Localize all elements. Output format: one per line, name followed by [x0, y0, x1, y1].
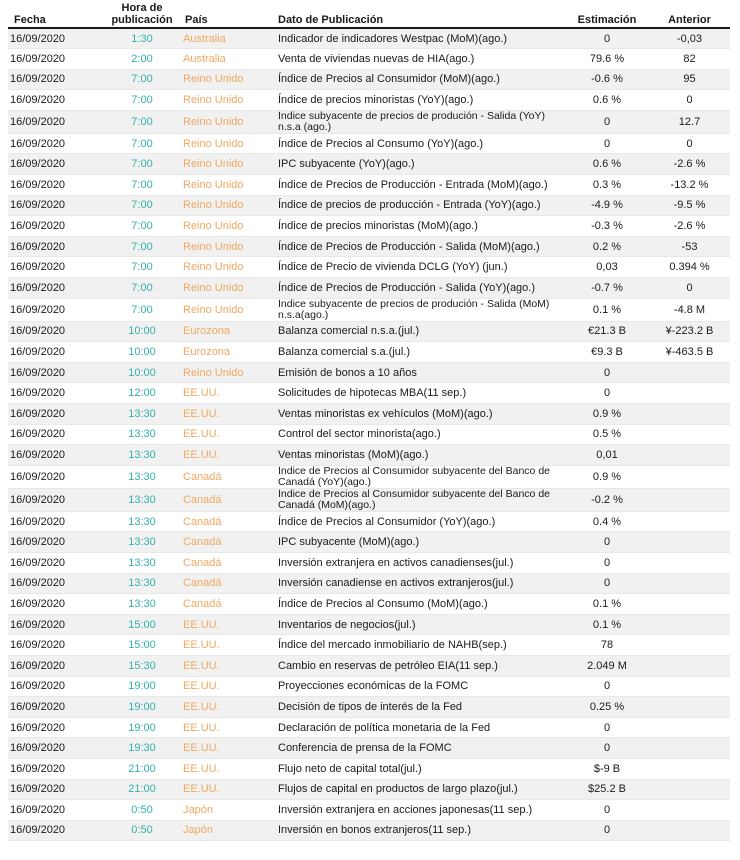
- row-description: Índice de Precios al Consumidor subyacente del Banco de Canadá (MoM)(ago.): [270, 488, 565, 511]
- row-country: Reino Unido: [181, 175, 270, 196]
- row-time: 10:00: [103, 362, 181, 383]
- header-previous: Anterior: [649, 2, 730, 28]
- row-country: Reino Unido: [181, 298, 270, 321]
- row-estimate: 0: [565, 110, 649, 133]
- row-date: 16/09/2020: [8, 298, 103, 321]
- table-row: [8, 445, 730, 466]
- economic-calendar-table: [8, 2, 730, 841]
- row-date: 16/09/2020: [8, 278, 103, 299]
- row-previous: [649, 614, 730, 635]
- row-country: Reino Unido: [181, 69, 270, 90]
- table-row: [8, 383, 730, 404]
- row-country: Canadá: [181, 465, 270, 488]
- row-country: EE.UU.: [181, 383, 270, 404]
- row-estimate: $-9 B: [565, 758, 649, 779]
- table-row: [8, 465, 730, 488]
- row-previous: [649, 594, 730, 615]
- row-date: 16/09/2020: [8, 532, 103, 553]
- row-time: 1:30: [103, 28, 181, 49]
- table-row: [8, 820, 730, 841]
- row-country: Reino Unido: [181, 278, 270, 299]
- row-description: Índice de precios minoristas (YoY)(ago.): [270, 90, 565, 111]
- row-date: 16/09/2020: [8, 216, 103, 237]
- row-previous: [649, 424, 730, 445]
- row-estimate: 0: [565, 383, 649, 404]
- row-country: Japón: [181, 800, 270, 821]
- row-date: 16/09/2020: [8, 488, 103, 511]
- row-previous: -0,03: [649, 28, 730, 49]
- table-row: [8, 635, 730, 656]
- row-estimate: 0.9 %: [565, 465, 649, 488]
- row-country: EE.UU.: [181, 404, 270, 425]
- row-previous: 0: [649, 278, 730, 299]
- row-estimate: -0.3 %: [565, 216, 649, 237]
- row-time: 10:00: [103, 321, 181, 342]
- row-previous: [649, 383, 730, 404]
- row-country: Reino Unido: [181, 362, 270, 383]
- row-country: Canadá: [181, 552, 270, 573]
- row-estimate: 0.5 %: [565, 424, 649, 445]
- row-country: Reino Unido: [181, 257, 270, 278]
- row-country: EE.UU.: [181, 655, 270, 676]
- table-row: [8, 573, 730, 594]
- row-time: 19:00: [103, 697, 181, 718]
- row-previous: ¥-223.2 B: [649, 321, 730, 342]
- row-estimate: 0: [565, 552, 649, 573]
- row-previous: [649, 635, 730, 656]
- table-row: [8, 133, 730, 154]
- row-date: 16/09/2020: [8, 758, 103, 779]
- row-time: 13:30: [103, 488, 181, 511]
- row-time: 21:00: [103, 758, 181, 779]
- row-time: 19:00: [103, 676, 181, 697]
- row-time: 7:00: [103, 257, 181, 278]
- row-date: 16/09/2020: [8, 321, 103, 342]
- row-previous: 12.7: [649, 110, 730, 133]
- row-date: 16/09/2020: [8, 820, 103, 841]
- row-time: 13:30: [103, 424, 181, 445]
- table-row: [8, 195, 730, 216]
- row-time: 7:00: [103, 154, 181, 175]
- row-description: Índice de Precios al Consumidor subyacente del Banco de Canadá (YoY)(ago.): [270, 465, 565, 488]
- row-description: Índice de Precio de vivienda DCLG (YoY) (jun.): [270, 257, 565, 278]
- row-estimate: $25.2 B: [565, 779, 649, 800]
- row-description: Flujo neto de capital total(jul.): [270, 758, 565, 779]
- row-time: 13:30: [103, 465, 181, 488]
- row-time: 19:30: [103, 738, 181, 759]
- row-description: Inversión canadiense en activos extranjeros(jul.): [270, 573, 565, 594]
- row-date: 16/09/2020: [8, 697, 103, 718]
- row-date: 16/09/2020: [8, 655, 103, 676]
- table-row: [8, 424, 730, 445]
- header-time-line1: Hora de: [121, 2, 163, 14]
- row-previous: [649, 511, 730, 532]
- row-country: Eurozona: [181, 342, 270, 363]
- row-estimate: 0: [565, 28, 649, 49]
- row-description: Venta de viviendas nuevas de HIA(ago.): [270, 49, 565, 70]
- table-row: [8, 49, 730, 70]
- row-date: 16/09/2020: [8, 49, 103, 70]
- row-previous: -53: [649, 236, 730, 257]
- row-description: Índice de Precios al Consumidor (YoY)(ago.): [270, 511, 565, 532]
- row-previous: [649, 445, 730, 466]
- table-row: [8, 717, 730, 738]
- row-estimate: -0.7 %: [565, 278, 649, 299]
- row-country: Reino Unido: [181, 154, 270, 175]
- row-time: 10:00: [103, 342, 181, 363]
- row-estimate: 0,01: [565, 445, 649, 466]
- row-previous: 95: [649, 69, 730, 90]
- table-row: [8, 532, 730, 553]
- table-row: [8, 216, 730, 237]
- table-row: [8, 738, 730, 759]
- row-description: Índice del mercado inmobiliario de NAHB(sep.): [270, 635, 565, 656]
- header-country: País: [181, 2, 270, 28]
- row-time: 15:00: [103, 614, 181, 635]
- row-description: Declaración de política monetaria de la Fed: [270, 717, 565, 738]
- row-description: IPC subyacente (MoM)(ago.): [270, 532, 565, 553]
- row-country: EE.UU.: [181, 635, 270, 656]
- table-row: [8, 257, 730, 278]
- row-previous: [649, 362, 730, 383]
- table-row: [8, 298, 730, 321]
- table-row: [8, 404, 730, 425]
- row-previous: -2.6 %: [649, 216, 730, 237]
- row-country: EE.UU.: [181, 676, 270, 697]
- row-date: 16/09/2020: [8, 511, 103, 532]
- table-row: [8, 676, 730, 697]
- row-time: 13:30: [103, 404, 181, 425]
- row-time: 19:00: [103, 717, 181, 738]
- row-time: 13:30: [103, 532, 181, 553]
- row-estimate: 2.049 M: [565, 655, 649, 676]
- row-date: 16/09/2020: [8, 133, 103, 154]
- row-time: 7:00: [103, 175, 181, 196]
- row-previous: [649, 779, 730, 800]
- row-description: Ventas minoristas ex vehículos (MoM)(ago.): [270, 404, 565, 425]
- table-row: [8, 800, 730, 821]
- row-description: Inversión extranjera en acciones japonesas(11 sep.): [270, 800, 565, 821]
- row-previous: [649, 488, 730, 511]
- row-time: 13:30: [103, 573, 181, 594]
- header-time: [103, 2, 181, 28]
- row-previous: [649, 717, 730, 738]
- row-country: EE.UU.: [181, 424, 270, 445]
- row-description: Índice de precios de producción - Entrada (YoY)(ago.): [270, 195, 565, 216]
- row-previous: -2.6 %: [649, 154, 730, 175]
- table-row: [8, 362, 730, 383]
- row-time: 12:00: [103, 383, 181, 404]
- table-row: [8, 614, 730, 635]
- table-row: [8, 278, 730, 299]
- row-description: Proyecciones económicas de la FOMC: [270, 676, 565, 697]
- row-country: Canadá: [181, 511, 270, 532]
- row-time: 7:00: [103, 298, 181, 321]
- row-estimate: 79.6 %: [565, 49, 649, 70]
- row-date: 16/09/2020: [8, 717, 103, 738]
- row-estimate: €9.3 B: [565, 342, 649, 363]
- table-row: [8, 321, 730, 342]
- row-description: Decisión de tipos de interés de la Fed: [270, 697, 565, 718]
- row-previous: [649, 697, 730, 718]
- row-time: 7:00: [103, 69, 181, 90]
- row-time: 7:00: [103, 90, 181, 111]
- row-date: 16/09/2020: [8, 28, 103, 49]
- row-date: 16/09/2020: [8, 342, 103, 363]
- row-previous: [649, 552, 730, 573]
- row-date: 16/09/2020: [8, 195, 103, 216]
- table-row: [8, 552, 730, 573]
- row-country: Reino Unido: [181, 216, 270, 237]
- header-estimate: Estimación: [565, 2, 649, 28]
- row-description: Índice de Precios de Producción - Salida (MoM)(ago.): [270, 236, 565, 257]
- row-previous: [649, 465, 730, 488]
- row-previous: -4.8 M: [649, 298, 730, 321]
- row-estimate: 0: [565, 820, 649, 841]
- table-row: [8, 110, 730, 133]
- row-description: Índice subyacente de precios de produción - Salida (YoY) n.s.a (ago.): [270, 110, 565, 133]
- row-country: Canadá: [181, 594, 270, 615]
- table-row: [8, 511, 730, 532]
- row-date: 16/09/2020: [8, 614, 103, 635]
- row-country: EE.UU.: [181, 445, 270, 466]
- row-date: 16/09/2020: [8, 635, 103, 656]
- row-time: 7:00: [103, 133, 181, 154]
- table-row: [8, 488, 730, 511]
- table-row: [8, 697, 730, 718]
- row-description: Flujos de capital en productos de largo plazo(jul.): [270, 779, 565, 800]
- row-estimate: 78: [565, 635, 649, 656]
- row-estimate: 0: [565, 532, 649, 553]
- table-row: [8, 28, 730, 49]
- row-date: 16/09/2020: [8, 552, 103, 573]
- row-description: Índice de Precios de Producción - Entrada (MoM)(ago.): [270, 175, 565, 196]
- row-description: Índice de Precios de Producción - Salida (YoY)(ago.): [270, 278, 565, 299]
- row-description: Inversión en bonos extranjeros(11 sep.): [270, 820, 565, 841]
- row-description: Solicitudes de hipotecas MBA(11 sep.): [270, 383, 565, 404]
- row-date: 16/09/2020: [8, 383, 103, 404]
- row-country: Australia: [181, 49, 270, 70]
- row-country: Reino Unido: [181, 133, 270, 154]
- row-country: Reino Unido: [181, 110, 270, 133]
- row-time: 7:00: [103, 195, 181, 216]
- table-row: [8, 594, 730, 615]
- row-previous: ¥-463.5 B: [649, 342, 730, 363]
- row-previous: [649, 676, 730, 697]
- row-country: EE.UU.: [181, 758, 270, 779]
- row-previous: [649, 738, 730, 759]
- row-time: 21:00: [103, 779, 181, 800]
- row-estimate: 0: [565, 676, 649, 697]
- row-date: 16/09/2020: [8, 90, 103, 111]
- row-previous: 0.394 %: [649, 257, 730, 278]
- row-estimate: 0.6 %: [565, 154, 649, 175]
- row-time: 13:30: [103, 445, 181, 466]
- row-time: 15:30: [103, 655, 181, 676]
- row-description: Cambio en reservas de petróleo EIA(11 sep.): [270, 655, 565, 676]
- row-date: 16/09/2020: [8, 175, 103, 196]
- row-description: Índice de Precios al Consumo (YoY)(ago.): [270, 133, 565, 154]
- row-estimate: €21.3 B: [565, 321, 649, 342]
- table-row: [8, 655, 730, 676]
- row-country: Reino Unido: [181, 90, 270, 111]
- row-time: 13:30: [103, 552, 181, 573]
- table-row: [8, 779, 730, 800]
- row-country: Eurozona: [181, 321, 270, 342]
- row-date: 16/09/2020: [8, 257, 103, 278]
- row-estimate: 0.1 %: [565, 614, 649, 635]
- row-estimate: 0.2 %: [565, 236, 649, 257]
- row-date: 16/09/2020: [8, 738, 103, 759]
- row-country: Japón: [181, 820, 270, 841]
- row-description: Inventarios de negocios(jul.): [270, 614, 565, 635]
- row-date: 16/09/2020: [8, 594, 103, 615]
- header-time-line2: publicación: [111, 14, 173, 26]
- row-date: 16/09/2020: [8, 154, 103, 175]
- table-body: [8, 28, 730, 841]
- row-country: EE.UU.: [181, 717, 270, 738]
- row-previous: [649, 404, 730, 425]
- row-time: 7:00: [103, 110, 181, 133]
- table-row: [8, 90, 730, 111]
- row-date: 16/09/2020: [8, 424, 103, 445]
- row-time: 7:00: [103, 236, 181, 257]
- row-time: 13:30: [103, 511, 181, 532]
- row-date: 16/09/2020: [8, 676, 103, 697]
- row-time: 7:00: [103, 216, 181, 237]
- row-date: 16/09/2020: [8, 404, 103, 425]
- row-previous: -13.2 %: [649, 175, 730, 196]
- row-country: EE.UU.: [181, 614, 270, 635]
- row-estimate: 0: [565, 133, 649, 154]
- row-description: Índice de precios minoristas (MoM)(ago.): [270, 216, 565, 237]
- row-estimate: 0: [565, 573, 649, 594]
- row-time: 0:50: [103, 820, 181, 841]
- row-estimate: -0.2 %: [565, 488, 649, 511]
- row-description: Emisión de bonos a 10 años: [270, 362, 565, 383]
- row-description: IPC subyacente (YoY)(ago.): [270, 154, 565, 175]
- row-description: Ventas minoristas (MoM)(ago.): [270, 445, 565, 466]
- row-estimate: 0: [565, 738, 649, 759]
- row-previous: -9.5 %: [649, 195, 730, 216]
- row-country: Canadá: [181, 488, 270, 511]
- row-description: Balanza comercial s.a.(jul.): [270, 342, 565, 363]
- row-country: EE.UU.: [181, 697, 270, 718]
- row-estimate: 0.1 %: [565, 594, 649, 615]
- row-time: 2:00: [103, 49, 181, 70]
- row-time: 0:50: [103, 800, 181, 821]
- row-date: 16/09/2020: [8, 362, 103, 383]
- row-estimate: 0.25 %: [565, 697, 649, 718]
- row-estimate: 0.4 %: [565, 511, 649, 532]
- row-estimate: 0: [565, 362, 649, 383]
- row-description: Índice de Precios al Consumidor (MoM)(ago.): [270, 69, 565, 90]
- row-date: 16/09/2020: [8, 69, 103, 90]
- table-row: [8, 154, 730, 175]
- row-previous: [649, 820, 730, 841]
- row-date: 16/09/2020: [8, 236, 103, 257]
- row-description: Índice de Precios al Consumo (MoM)(ago.): [270, 594, 565, 615]
- table-row: [8, 758, 730, 779]
- row-country: EE.UU.: [181, 738, 270, 759]
- row-date: 16/09/2020: [8, 779, 103, 800]
- row-previous: [649, 758, 730, 779]
- table-row: [8, 69, 730, 90]
- row-description: Inversión extranjera en activos canadienses(jul.): [270, 552, 565, 573]
- row-time: 13:30: [103, 594, 181, 615]
- row-country: Reino Unido: [181, 195, 270, 216]
- row-previous: [649, 655, 730, 676]
- row-description: Control del sector minorista(ago.): [270, 424, 565, 445]
- row-estimate: 0: [565, 800, 649, 821]
- row-estimate: 0,03: [565, 257, 649, 278]
- row-description: Conferencia de prensa de la FOMC: [270, 738, 565, 759]
- row-date: 16/09/2020: [8, 445, 103, 466]
- row-date: 16/09/2020: [8, 110, 103, 133]
- table-row: [8, 175, 730, 196]
- row-date: 16/09/2020: [8, 573, 103, 594]
- row-estimate: 0.1 %: [565, 298, 649, 321]
- row-estimate: -0.6 %: [565, 69, 649, 90]
- row-country: EE.UU.: [181, 779, 270, 800]
- row-previous: 82: [649, 49, 730, 70]
- row-estimate: 0.3 %: [565, 175, 649, 196]
- row-country: Canadá: [181, 573, 270, 594]
- header-description: Dato de Publicación: [270, 2, 565, 28]
- row-date: 16/09/2020: [8, 465, 103, 488]
- row-estimate: 0.6 %: [565, 90, 649, 111]
- row-previous: [649, 532, 730, 553]
- row-description: Indicador de indicadores Westpac (MoM)(ago.): [270, 28, 565, 49]
- table-row: [8, 236, 730, 257]
- row-time: 15:00: [103, 635, 181, 656]
- row-previous: [649, 800, 730, 821]
- table-row: [8, 342, 730, 363]
- row-time: 7:00: [103, 278, 181, 299]
- row-country: Australia: [181, 28, 270, 49]
- header-date: Fecha: [8, 2, 103, 28]
- row-previous: 0: [649, 133, 730, 154]
- row-previous: [649, 573, 730, 594]
- row-estimate: 0: [565, 717, 649, 738]
- row-description: Balanza comercial n.s.a.(jul.): [270, 321, 565, 342]
- table-header: [8, 2, 730, 28]
- row-date: 16/09/2020: [8, 800, 103, 821]
- row-country: Canadá: [181, 532, 270, 553]
- row-estimate: 0.9 %: [565, 404, 649, 425]
- row-description: Índice subyacente de precios de produción - Salida (MoM) n.s.a(ago.): [270, 298, 565, 321]
- row-estimate: -4.9 %: [565, 195, 649, 216]
- row-previous: 0: [649, 90, 730, 111]
- row-country: Reino Unido: [181, 236, 270, 257]
